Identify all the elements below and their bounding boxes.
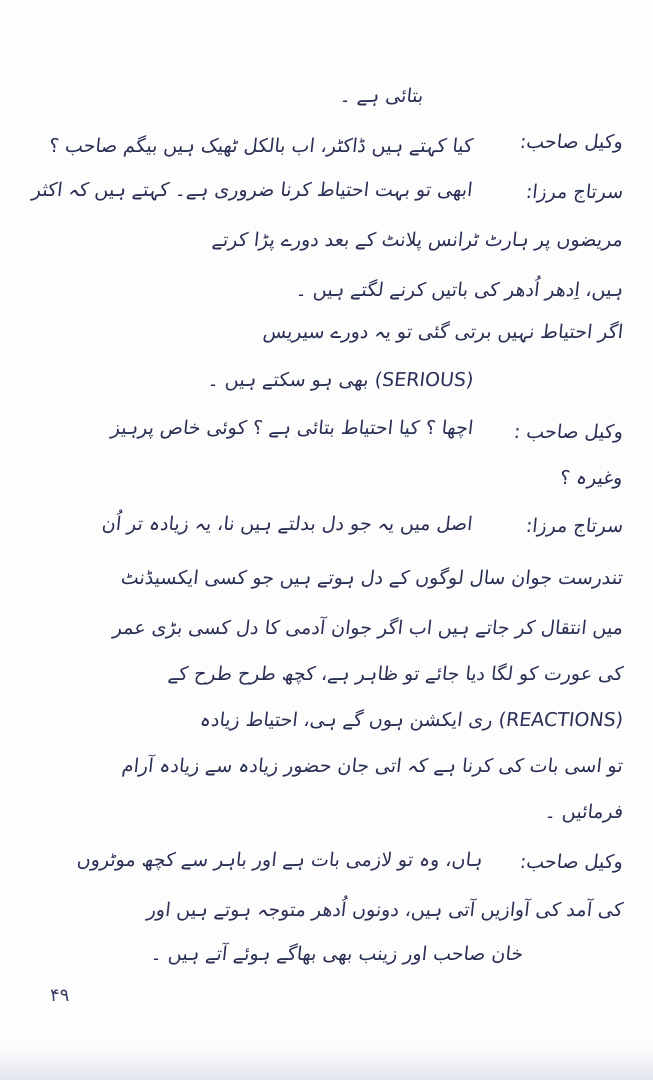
line-text: بتائی ہے ۔ [338,85,425,107]
text-line [263,318,623,346]
line-text: ہاں، وہ تو لازمی بات ہے اور باہر سے کچھ موٹروں [76,849,485,871]
line-text: وغیرہ ؟ [559,467,625,489]
line-text: اصل میں یہ جو دل بدلتے ہیں نا، یہ زیادہ تر اُن [101,513,475,535]
text-line [147,896,623,924]
text-line [212,226,623,254]
scan-edge-shadow [0,1044,653,1080]
line-text: تندرست جوان سال لوگوں کے دل ہوتے ہیں جو کسی ایکسیڈنٹ [119,567,625,589]
text-line [168,660,623,688]
line-text: کی عورت کو لگا دیا جائے تو ظاہر ہے، کچھ طرح طرح کے [166,663,625,685]
text-line [208,366,473,394]
speaker-label: وکیل صاحب: [518,851,625,873]
text-line [151,940,523,968]
line-text: (SERIOUS) بھی ہو سکتے ہیں ۔ [206,369,475,391]
text-line [122,752,623,780]
speaker-label: وکیل صاحب : [512,421,625,443]
text-line [296,276,623,304]
line-text: میں انتقال کر جاتے ہیں اب اگر جوان آدمی کا دل کسی بڑی عمر [111,617,625,639]
line-text: اچھا ؟ کیا احتیاط بتائی ہے ؟ کوئی خاص پرہیز [109,417,475,439]
text-line [545,798,623,826]
text-line [102,510,473,538]
text-line [49,132,473,160]
speaker-label: وکیل صاحب: [518,131,625,153]
line-text: فرمائیں ۔ [543,801,625,823]
text-line [200,706,623,734]
text-line [113,614,623,642]
line-text: اگر احتیاط نہیں برتی گئی تو یہ دورے سیریس [261,321,625,343]
line-text: تو اسی بات کی کرنا ہے کہ اتی جان حضور زیادہ سے زیادہ آرام [120,755,625,777]
line-text: خان صاحب اور زینب بھی بھاگے ہوئے آتے ہیں ۔ [149,943,525,965]
text-line [121,564,623,592]
line-text: ابھی تو بہت احتیاط کرنا ضروری ہے۔ کہتے ہیں کہ اکثر [31,179,475,201]
text-line [560,464,623,492]
line-text: کیا کہتے ہیں ڈاکٹر، اب بالکل ٹھیک ہیں بیگم صاحب ؟ [47,135,475,157]
line-text: مریضوں پر ہارٹ ٹرانس پلانٹ کے بعد دورے پڑا کرتے [210,229,625,251]
text-line [340,82,423,110]
page-number: ۴۹ [50,985,70,1006]
text-line [111,414,473,442]
text-line [32,176,473,204]
line-text: کی آمد کی آوازیں آتی ہیں، دونوں اُدھر متوجہ ہوتے ہیں اور [145,899,625,921]
line-text: (REACTIONS) ری ایکشن ہوں گے ہی، احتیاط زیادہ [198,709,625,731]
text-line [77,846,483,874]
line-text: ہیں، اِدھر اُدھر کی باتیں کرنے لگتے ہیں ۔ [294,279,625,301]
speaker-label: سرتاج مرزا: [524,181,625,203]
speaker-label: سرتاج مرزا: [524,515,625,537]
